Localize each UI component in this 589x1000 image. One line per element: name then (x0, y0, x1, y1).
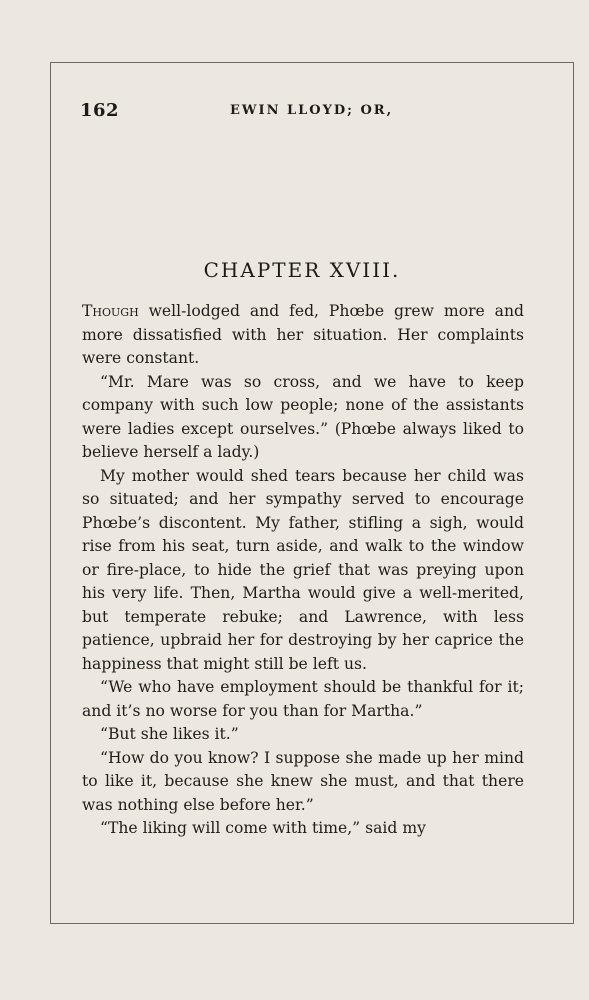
paragraph: “We who have employment should be thankful for it; and it’s no worse for you than for Martha.” (82, 678, 524, 720)
body-text (82, 300, 524, 841)
running-head: EWIN LLOYD; OR, (230, 103, 394, 118)
paragraph: “Mr. Mare was so cross, and we have to keep company with such low people; none of the assistants were ladies except ourselves.” (Phœbe always liked to believe herself a lady.) (82, 372, 524, 461)
paragraph (82, 300, 524, 371)
paragraph: “How do you know? I suppose she made up her mind to like it, because she knew she must, and that there was nothing else before her.” (82, 748, 524, 814)
paragraph: “The liking will come with time,” said my (100, 819, 426, 837)
page-header (80, 100, 530, 130)
chapter-title: CHAPTER XVIII. (203, 258, 401, 282)
page-number: 162 (80, 100, 120, 121)
paragraph: My mother would shed tears because her child was so situated; and her sympathy served to encourage Phœbe’s discontent. My father, stifling a sigh, would rise from his seat, turn aside, and walk to the window or fire-place, to hide the grief that was preying upon his very life. Then, Martha would give a well-merited, but temperate rebuke; and Lawrence, with less patience, upbraid her for destroying by her caprice the happiness that might still be left us. (82, 466, 524, 673)
paragraph-text: well-lodged and fed, Phœbe grew more and more dissatisfied with her situation. Her complaints were constant. (82, 302, 524, 367)
paragraph-lead: Though (82, 302, 139, 320)
paragraph: “But she likes it.” (100, 725, 239, 743)
